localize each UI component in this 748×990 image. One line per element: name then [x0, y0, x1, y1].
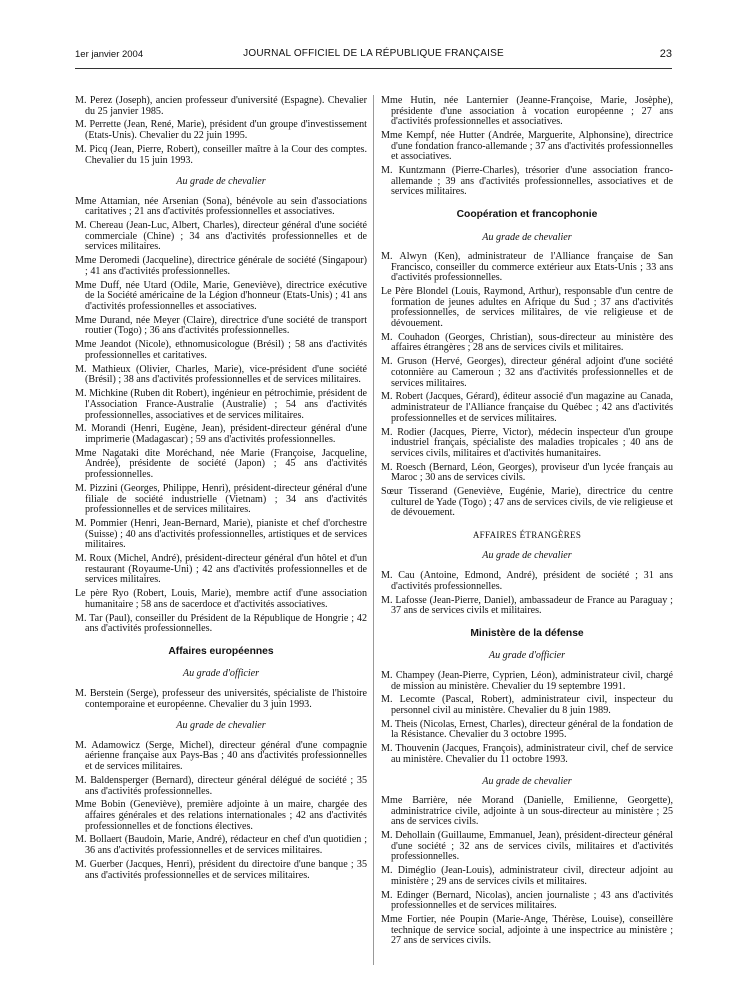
entry: Le père Ryo (Robert, Louis, Marie), membre actif d'une association humanitaire ; 58 ans de sacerdoce et d'activités associatives. [75, 588, 367, 610]
subsection-heading: AFFAIRES ÉTRANGÈRES [472, 529, 582, 540]
entry: M. Cau (Antoine, Edmond, André), président de société ; 31 ans d'activités professionnelles. [381, 570, 673, 592]
entry: M. Dehollain (Guillaume, Emmanuel, Jean), président-directeur général d'une société ; 32 ans de services civils, militaires et d'activités professionnelles. [381, 830, 673, 863]
entry: M. Theis (Nicolas, Ernest, Charles), directeur général de la fondation de la Résistance. Chevalier du 3 octobre 1995. [381, 718, 673, 741]
entry: M. Perez (Joseph), ancien professeur d'université (Espagne). Chevalier du 25 janvier 1985. [75, 95, 367, 117]
entry: M. Tar (Paul), conseiller du Président de la République de Hongrie ; 42 ans d'activités professionnelles. [75, 612, 367, 635]
entry: Mme Kempf, née Hutter (Andrée, Marguerite, Alphonsine), directrice d'une fondation franco-allemande ; 37 ans d'activités professionnelles et associatives. [381, 130, 673, 163]
grade-heading: Au grade de chevalier [176, 720, 266, 732]
entry: M. Rodier (Jacques, Pierre, Victor), médecin inspecteur d'un groupe industriel français, spécialiste des maladies tropicales ; 40 ans de services civils, militaires et d'activités humanitaires. [381, 426, 673, 459]
entry: Le Père Blondel (Louis, Raymond, Arthur), responsable d'un centre de formation de jeunes adultes en Afrique du Sud ; 37 ans d'activités professionnelles, de services militaires, de vie religieuse et de dévouement. [381, 286, 673, 329]
entry: M. Thouvenin (Jacques, François), administrateur civil, chef de service au ministère. Chevalier du 11 octobre 1993. [381, 743, 673, 765]
grade-heading: Au grade de chevalier [482, 775, 572, 787]
grade-heading: Au grade d'officier [488, 650, 566, 662]
left-column [75, 96, 367, 884]
entry: Mme Bobin (Geneviève), première adjointe à un maire, chargée des affaires générales et des relations internationales ; 42 ans d'activités professionnelles et de fonctions électives. [75, 799, 367, 832]
entry: Mme Barrière, née Morand (Danielle, Emilienne, Georgette), administratrice civile, adjointe à un sous-directeur au ministère ; 25 ans de services civils. [381, 795, 673, 828]
header-rule [75, 68, 672, 69]
grade-heading: Au grade de chevalier [482, 231, 572, 243]
entry: M. Roux (Michel, André), président-directeur général d'un hôtel et d'un restaurant (Royaume-Uni) ; 42 ans d'activités professionnelles et de services militaires. [75, 553, 367, 586]
entry: M. Pizzini (Georges, Philippe, Henri), président-directeur général d'une filiale de société industrielle (Vietnam) ; 34 ans d'activités professionnelles et de services militaires. [75, 482, 367, 516]
entry: M. Adamowicz (Serge, Michel), directeur général d'une compagnie aérienne française aux Pays-Bas ; 40 ans d'activités professionnelles et de services militaires. [75, 739, 367, 773]
entry: M. Baldensperger (Bernard), directeur général délégué de société ; 35 ans d'activités professionnelles. [75, 774, 367, 797]
page-number: 23 [659, 48, 672, 60]
entry: M. Diméglio (Jean-Louis), administrateur civil, directeur adjoint au ministère ; 29 ans de services civils et militaires. [381, 865, 673, 887]
entry: M. Chereau (Jean-Luc, Albert, Charles), directeur général d'une société commerciale (Chine) ; 34 ans d'activités professionnelles et de services militaires. [75, 220, 367, 253]
entry: M. Bollaert (Baudoin, Marie, André), rédacteur en chef d'un quotidien ; 36 ans d'activités professionnelles et de services militaires. [75, 834, 367, 857]
entry: M. Mathieux (Olivier, Charles, Marie), vice-président d'une société (Brésil) ; 38 ans d'activités professionnelles et de services militaires. [75, 363, 367, 386]
entry: M. Kuntzmann (Pierre-Charles), trésorier d'une association franco-allemande ; 39 ans d'activités professionnelles, associatives et de services militaires. [381, 165, 673, 198]
entry: Mme Durand, née Meyer (Claire), directrice d'une société de transport routier (Togo) ; 36 ans d'activités professionnelles. [75, 314, 367, 337]
page-header [75, 47, 672, 63]
entry: M. Picq (Jean, Pierre, Robert), conseiller maître à la Cour des comptes. Chevalier du 15 juin 1993. [75, 143, 367, 166]
column-divider [373, 95, 374, 965]
entry: Mme Deromedi (Jacqueline), directrice générale de société (Singapour) ; 41 ans d'activités professionnelles. [75, 255, 367, 277]
right-column [381, 96, 673, 950]
entry: M. Roesch (Bernard, Léon, Georges), proviseur d'un lycée français au Maroc ; 30 ans de services civils. [381, 461, 673, 484]
grade-heading: Au grade de chevalier [482, 550, 572, 562]
grade-heading: Au grade de chevalier [176, 176, 266, 188]
entry: Mme Fortier, née Poupin (Marie-Ange, Thérèse, Louise), conseillère technique de service social, adjointe à une inspectrice au ministère ; 27 ans de services civils. [381, 914, 673, 947]
entry: Mme Jeandot (Nicole), ethnomusicologue (Brésil) ; 58 ans d'activités professionnelles et caritatives. [75, 339, 367, 361]
header-title: JOURNAL OFFICIEL DE LA RÉPUBLIQUE FRANÇAISE [243, 48, 504, 59]
entry: M. Gruson (Hervé, Georges), directeur général adjoint d'une société cotonnière au Cameroun ; 32 ans d'activités professionnelles et de services militaires. [381, 356, 673, 389]
section-heading: Coopération et francophonie [456, 208, 598, 220]
header-date: 1er janvier 2004 [75, 49, 144, 60]
entry: Mme Duff, née Utard (Odile, Marie, Geneviève), directrice exécutive de la Société américaine de la Légion d'honneur (Etats-Unis) ; 41 ans d'activités professionnelles et associatives. [75, 279, 367, 312]
entry: M. Perrette (Jean, René, Marie), président d'un groupe d'investissement (Etats-Unis). Chevalier du 22 juin 1995. [75, 119, 367, 142]
entry: M. Edinger (Bernard, Nicolas), ancien journaliste ; 43 ans d'activités professionnelles et de services militaires. [381, 889, 673, 912]
entry: M. Robert (Jacques, Gérard), éditeur associé d'un magazine au Canada, administrateur de l'Alliance française du Québec ; 42 ans d'activités professionnelles et de services militaires. [381, 391, 673, 424]
entry: M. Alwyn (Ken), administrateur de l'Alliance française de San Francisco, conseiller du commerce extérieur aux Etats-Unis ; 33 ans d'activités professionnelles. [381, 251, 673, 284]
entry: Sœur Tisserand (Geneviève, Eugénie, Marie), directrice du centre culturel de Yade (Togo) ; 47 ans de services civils, de vie religieuse et de dévouement. [381, 486, 673, 519]
entry: Mme Attamian, née Arsenian (Sona), bénévole au sein d'associations caritatives ; 21 ans d'activités professionnelles et associatives. [75, 195, 367, 218]
entry: M. Guerber (Jacques, Henri), président du directoire d'une banque ; 35 ans d'activités professionnelles et de services militaires. [75, 858, 367, 881]
section-heading: Affaires européennes [168, 645, 274, 657]
entry: M. Lafosse (Jean-Pierre, Daniel), ambassadeur de France au Paraguay ; 37 ans de services civils et militaires. [381, 594, 673, 617]
entry: M. Pommier (Henri, Jean-Bernard, Marie), pianiste et chef d'orchestre (Suisse) ; 40 ans d'activités professionnelles, artistiques et de services militaires. [75, 518, 367, 551]
entry: M. Morandi (Henri, Eugène, Jean), président-directeur général d'une imprimerie (Madagascar) ; 59 ans d'activités professionnelles. [75, 423, 367, 445]
entry: M. Berstein (Serge), professeur des universités, spécialiste de l'histoire contemporaine et européenne. Chevalier du 3 juin 1993. [75, 688, 367, 710]
entry: M. Michkine (Ruben dit Robert), ingénieur en pétrochimie, président de l'Association France-Australie (Australie) ; 54 ans d'activités professionnelles, associatives et de services militaires. [75, 388, 367, 421]
entry: Mme Nagataki dite Moréchand, née Marie (Françoise, Jacqueline, Andrée), présidente de société (Japon) ; 45 ans d'activités professionnelles. [75, 447, 367, 481]
entry: M. Lecomte (Pascal, Robert), administrateur civil, inspecteur du personnel civil au ministère. Chevalier du 8 juin 1989. [381, 694, 673, 716]
entry: M. Couhadon (Georges, Christian), sous-directeur au ministère des affaires étrangères ; 28 ans de services civils et militaires. [381, 331, 673, 354]
grade-heading: Au grade d'officier [182, 668, 260, 680]
entry: Mme Hutin, née Lanternier (Jeanne-Françoise, Marie, Josèphe), présidente d'une association à vocation européenne ; 27 ans d'activités professionnelles et associatives. [381, 95, 673, 128]
entry: M. Champey (Jean-Pierre, Cyprien, Léon), administrateur civil, chargé de mission au ministère. Chevalier du 19 septembre 1991. [381, 669, 673, 692]
section-heading: Ministère de la défense [470, 627, 584, 639]
